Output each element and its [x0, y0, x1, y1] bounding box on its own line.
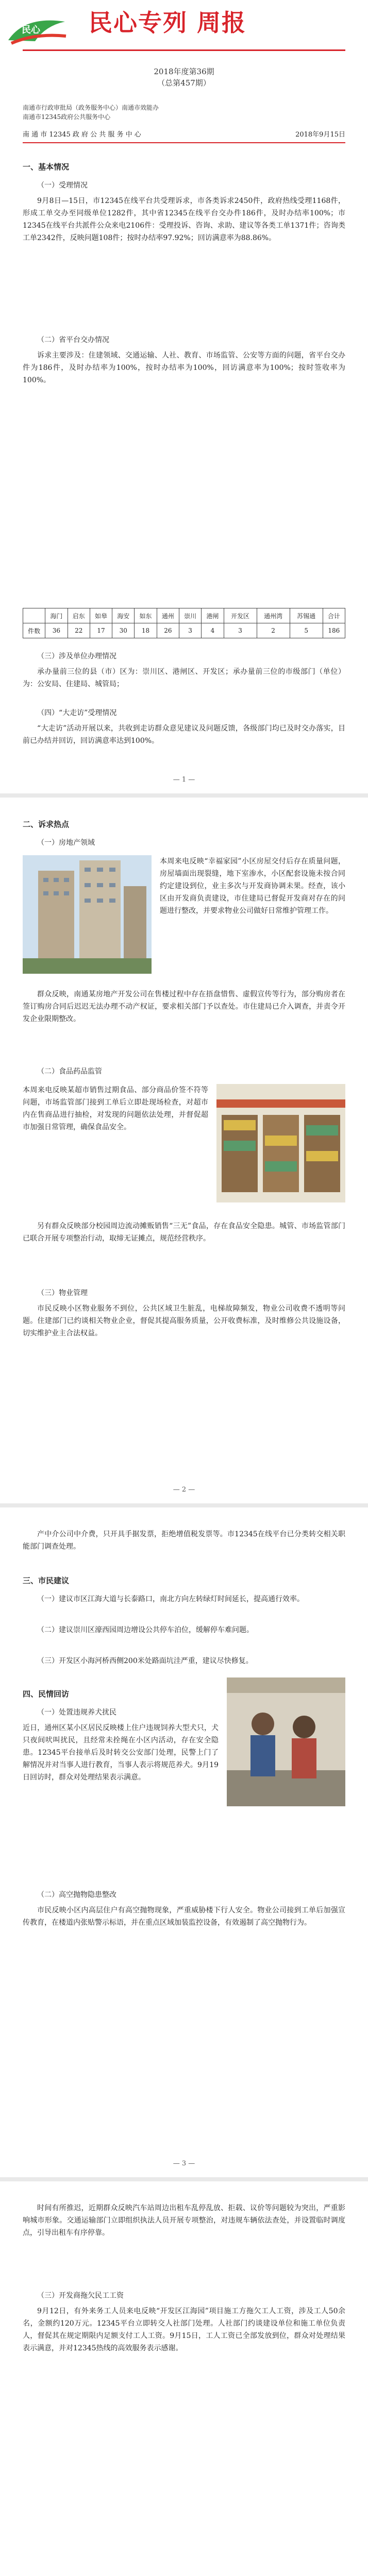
- minxin-logo-icon: [4, 10, 69, 49]
- paragraph: 时间有所推迟，近期群众反映汽车站周边出租车乱停乱放、拒载、议价等问题较为突出，严重影响城市形象。交通运输部门立即组织执法人员开展专项整治，对违规车辆依法查处，并设置临时调度点，引导出租车有序停靠。: [23, 2204, 345, 2237]
- building-photo: [23, 855, 152, 974]
- suggestion-item: （二）建议崇川区濠西园周边增设公共停车泊位，缓解停车难问题。: [37, 1626, 254, 1634]
- sub-heading: （二）高空抛物隐患整改: [37, 1891, 116, 1899]
- paragraph: “大走访”活动开展以来，共收到走访群众意见建议及问题反馈，各级部门均已及时交办落实，目前已办结并回访，回访满意率达到100%。: [23, 724, 345, 745]
- table-cell: 36: [45, 623, 68, 638]
- section-heading: 二、诉求热点: [23, 820, 70, 829]
- page-number: — 1 —: [173, 776, 195, 784]
- table-header-cell: 如皋: [90, 608, 112, 623]
- table-header-cell: 合计: [323, 608, 345, 623]
- sub-heading: （三）开发商拖欠民工工资: [37, 2292, 124, 2300]
- section-heading: 三、市民建议: [23, 1576, 70, 1585]
- paragraph: 产中介公司中介费，只开具手据发票，拒绝增值税发票等。市12345在线平台已分类转交相关职能部门调查处理。: [23, 1530, 345, 1551]
- table-header-cell: 海安: [112, 608, 135, 623]
- paragraph: 市民反映小区物业服务不到位，公共区域卫生脏乱，电梯故障频发，物业公司收费不透明等问题。住建部门已约谈相关物业企业，督促其提高服务质量，公开收费标准，及时维修公共设施设备，切实维护业主合法权益。: [23, 1304, 345, 1337]
- table-cell: 26: [157, 623, 179, 638]
- paragraph: 本周来电反映“幸福家园”小区房屋交付后存在质量问题，房屋墙面出现裂缝，地下室渗水，小区配套设施未按合同约定建设到位，业主多次与开发商协调未果。经查，该小区由开发商负责建设，市住建局已督促开发商对存在的问题进行整改，并要求物业公司做好日常维护管理工作。: [160, 857, 345, 915]
- sponsor-2: 南通市12345政府公共服务中心: [23, 113, 111, 121]
- paragraph: 另有群众反映部分校园周边流动摊贩销售“三无”食品，存在食品安全隐患。城管、市场监管部门已联合开展专项整治行动，取缔无证摊点，规范经营秩序。: [23, 1222, 345, 1243]
- newsletter-title: 民心专列 周报: [89, 9, 247, 37]
- table-row: [23, 623, 345, 638]
- sub-heading: （二）省平台交办情况: [37, 336, 109, 344]
- supermarket-photo: [216, 1084, 345, 1202]
- table-cell: 30: [112, 623, 135, 638]
- table-cell: 186: [323, 623, 345, 638]
- table-cell: 件数: [23, 623, 45, 638]
- sub-heading: （一）受理情况: [37, 181, 88, 190]
- header-bottom-line: [23, 142, 345, 143]
- page-number: — 3 —: [173, 2160, 195, 2167]
- table-header-cell: 启东: [68, 608, 90, 623]
- suggestion-item: （一）建议市区江海大道与长泰路口，南北方向左转绿灯时间延长，提高通行效率。: [37, 1595, 304, 1603]
- table-cell: 3: [179, 623, 201, 638]
- table-header-cell: 通州: [157, 608, 179, 623]
- table-cell: 17: [90, 623, 112, 638]
- paragraph: 承办量前三位的县（市）区为：崇川区、港闸区、开发区；承办量前三位的市级部门（单位）为：公安局、住建局、城管局；: [23, 668, 345, 688]
- publish-date: 2018年9月15日: [295, 131, 345, 139]
- table-header-cell: 通州湾: [257, 608, 290, 623]
- issue-line: 2018年度第36期: [154, 67, 214, 76]
- paragraph: 市民反映小区内高层住户有高空抛物现象，严重威胁楼下行人安全。物业公司接到工单后加强宣传教育，在楼道内张贴警示标语，并在重点区域加装监控设备，有效遏制了高空抛物行为。: [23, 1906, 345, 1927]
- total-issue-line: （总第457期）: [157, 78, 211, 88]
- table-header-cell: 港闸: [202, 608, 224, 623]
- page-3: [0, 1507, 368, 2177]
- table-header-cell: 崇川: [179, 608, 201, 623]
- sub-heading: （三）涉及单位办理情况: [37, 652, 116, 660]
- visit-photo: [227, 1677, 345, 1806]
- paragraph: 9月8日—15日，市12345在线平台共受理诉求，市各类诉求2450件，政府热线受理1168件，形成工单交办至同级单位1282件，其中省12345在线平台交办件186件，及时办结率100%；市12345在线平台共派件公众来电2106件：受理投诉、咨询、求助、建议等各类工单1371件；咨询类工单2342件，反映问题108件；按时办结率97.92%；回访满意率为88.86%。: [23, 197, 345, 242]
- paragraph: 近日，通州区某小区居民反映楼上住户违规饲养大型犬只，犬只夜间吠叫扰民，且经常未拴绳在小区内活动，存在安全隐患。12345平台接单后及时转交公安部门处理，民警上门了解情况并对当事人进行教育，当事人表示将规范养犬。9月19日回访时，群众对处理结果表示满意。: [23, 1724, 219, 1782]
- page-2: [0, 798, 368, 1503]
- header-divider: [23, 49, 345, 51]
- table-cell: 5: [290, 623, 323, 638]
- table-header-cell: [23, 608, 45, 623]
- stats-table: [23, 608, 345, 638]
- table-header-cell: 开发区: [224, 608, 257, 623]
- page-1: [0, 0, 368, 793]
- table-header-cell: 海门: [45, 608, 68, 623]
- svg-text:民心: 民心: [22, 25, 40, 36]
- table-cell: 3: [224, 623, 257, 638]
- paragraph: 群众反映，南通某房地产开发公司在售楼过程中存在捂盘惜售、虚假宣传等行为，部分购房者在签订购房合同后迟迟无法办理不动产权证，要求相关部门予以查处。市住建局已介入调查，并责令开发企业限期整改。: [23, 990, 345, 1023]
- paragraph: 9月12日，有外来务工人员来电反映“开发区江海园”项目施工方拖欠工人工资，涉及工人50余名，金额约120万元。12345平台立即转交人社部门处理。人社部门约谈建设单位和施工单位负责人，督促其在规定期限内足额支付工人工资。9月15日，工人工资已全部发放到位，群众对处理结果表示满意，并对12345热线的高效服务表示感谢。: [23, 2307, 345, 2352]
- publisher: 南 通 市 12345 政 府 公 共 服 务 中 心: [23, 131, 141, 139]
- sub-heading: （一）处置违规养犬扰民: [37, 1708, 116, 1717]
- sub-heading: （二）食品药品监管: [37, 1067, 102, 1076]
- sub-heading: （四）“大走访”受理情况: [37, 709, 117, 717]
- table-header-cell: 如东: [135, 608, 157, 623]
- paragraph: 本周来电反映某超市销售过期食品、部分商品价签不符等问题，市场监管部门接到工单后立即赴现场检查，对超市内在售商品进行抽检，对发现的问题依法处理，并督促超市加强日常管理，确保食品安全。: [23, 1086, 208, 1131]
- table-cell: 18: [135, 623, 157, 638]
- sponsor-1: 南通市行政审批局（政务服务中心）南通市效能办: [23, 104, 159, 111]
- table-header-row: [23, 608, 345, 623]
- page-number: — 2 —: [173, 1486, 195, 1494]
- table-cell: 22: [68, 623, 90, 638]
- section-heading: 一、基本情况: [23, 162, 70, 172]
- table-cell: 4: [202, 623, 224, 638]
- table-header-cell: 苏锡通: [290, 608, 323, 623]
- masthead-header: [0, 0, 368, 103]
- sub-heading: （一）房地产领域: [37, 839, 95, 847]
- sub-heading: （三）物业管理: [37, 1289, 88, 1297]
- page-4: [0, 2181, 368, 2576]
- paragraph: 诉求主要涉及：住建领域、交通运输、人社、教育、市场监管、公安等方面的问题，省平台交办件为186件，及时办结率为100%，按时办结率为100%，回访满意率为100%；按时签收率为100%。: [23, 351, 345, 384]
- section-heading: 四、民情回访: [23, 1689, 70, 1699]
- suggestion-item: （三）开发区小海河桥西侧200米处路面坑洼严重，建议尽快修复。: [37, 1657, 253, 1665]
- table-cell: 2: [257, 623, 290, 638]
